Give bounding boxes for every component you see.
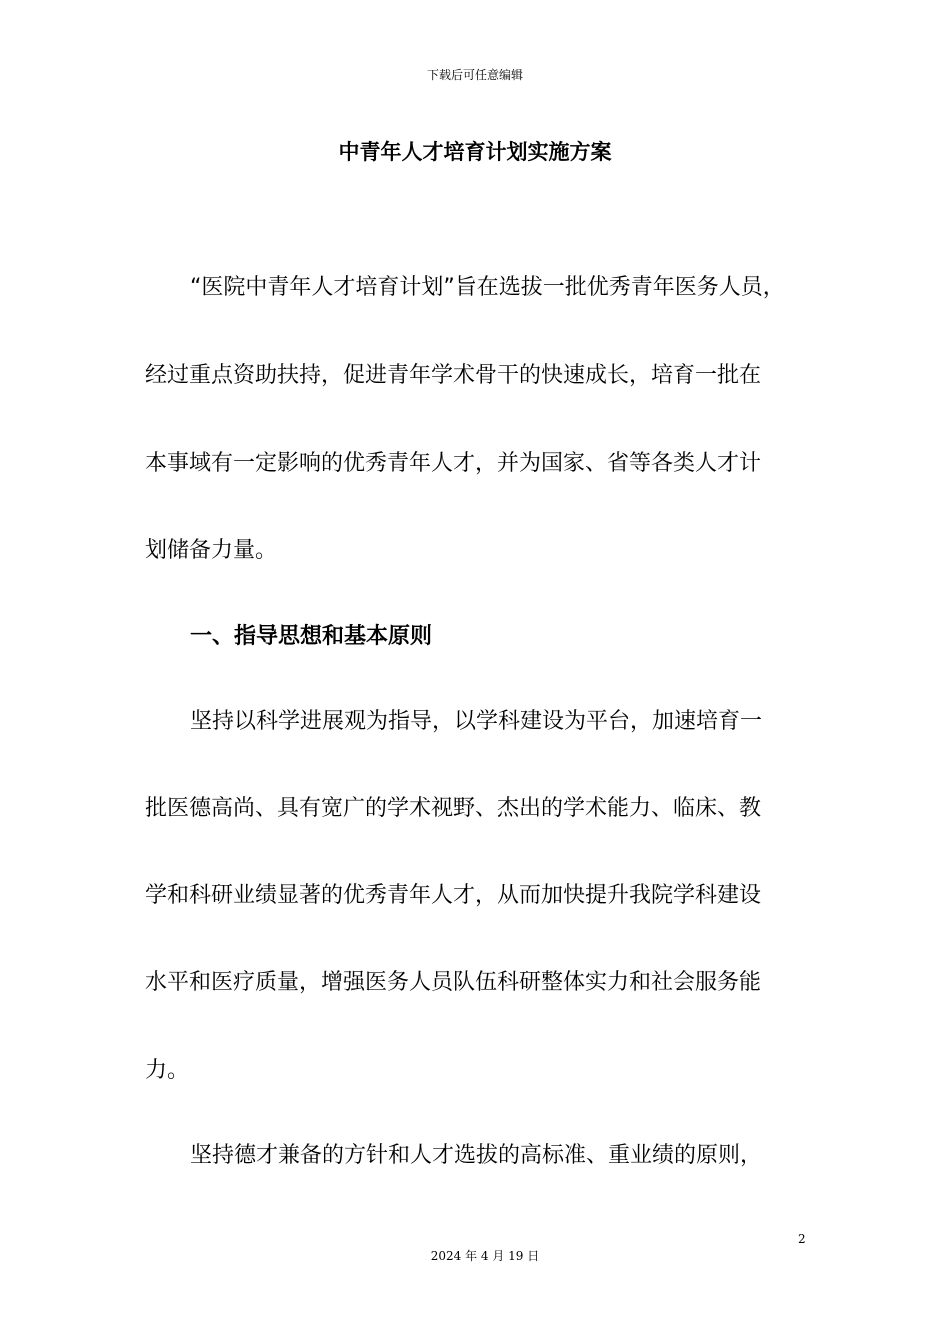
para1-line-1: 坚持以科学进展观为指导，以学科建设为平台，加速培育一 bbox=[190, 709, 763, 734]
para1-line-5: 力。 bbox=[145, 1058, 190, 1083]
para1-line-4: 水平和医疗质量，增强医务人员队伍科研整体实力和社会服务能 bbox=[145, 970, 762, 995]
footer-date: 2024 年 4 月 19 日 bbox=[430, 1249, 540, 1263]
para1-line-2: 批医德高尚、具有宽广的学术视野、杰出的学术能力、临床、教 bbox=[145, 796, 762, 821]
document-title: 中青年人才培育计划实施方案 bbox=[338, 140, 612, 164]
section-heading: 一、指导思想和基本原则 bbox=[190, 624, 433, 649]
intro-line-1: “医院中青年人才培育计划”旨在选拔一批优秀青年医务人员， bbox=[190, 275, 785, 300]
para2-line-1: 坚持德才兼备的方针和人才选拔的高标准、重业绩的原则， bbox=[190, 1143, 763, 1168]
intro-line-2: 经过重点资助扶持，促进青年学术骨干的快速成长，培育一批在 bbox=[145, 363, 762, 388]
page-number: 2 bbox=[798, 1232, 806, 1246]
intro-line-3: 本事域有一定影响的优秀青年人才，并为国家、省等各类人才计 bbox=[145, 451, 762, 476]
intro-line-4: 划储备力量。 bbox=[145, 538, 278, 563]
para1-line-3: 学和科研业绩显著的优秀青年人才，从而加快提升我院学科建设 bbox=[145, 883, 762, 908]
header-note: 下载后可任意编辑 bbox=[426, 68, 523, 82]
